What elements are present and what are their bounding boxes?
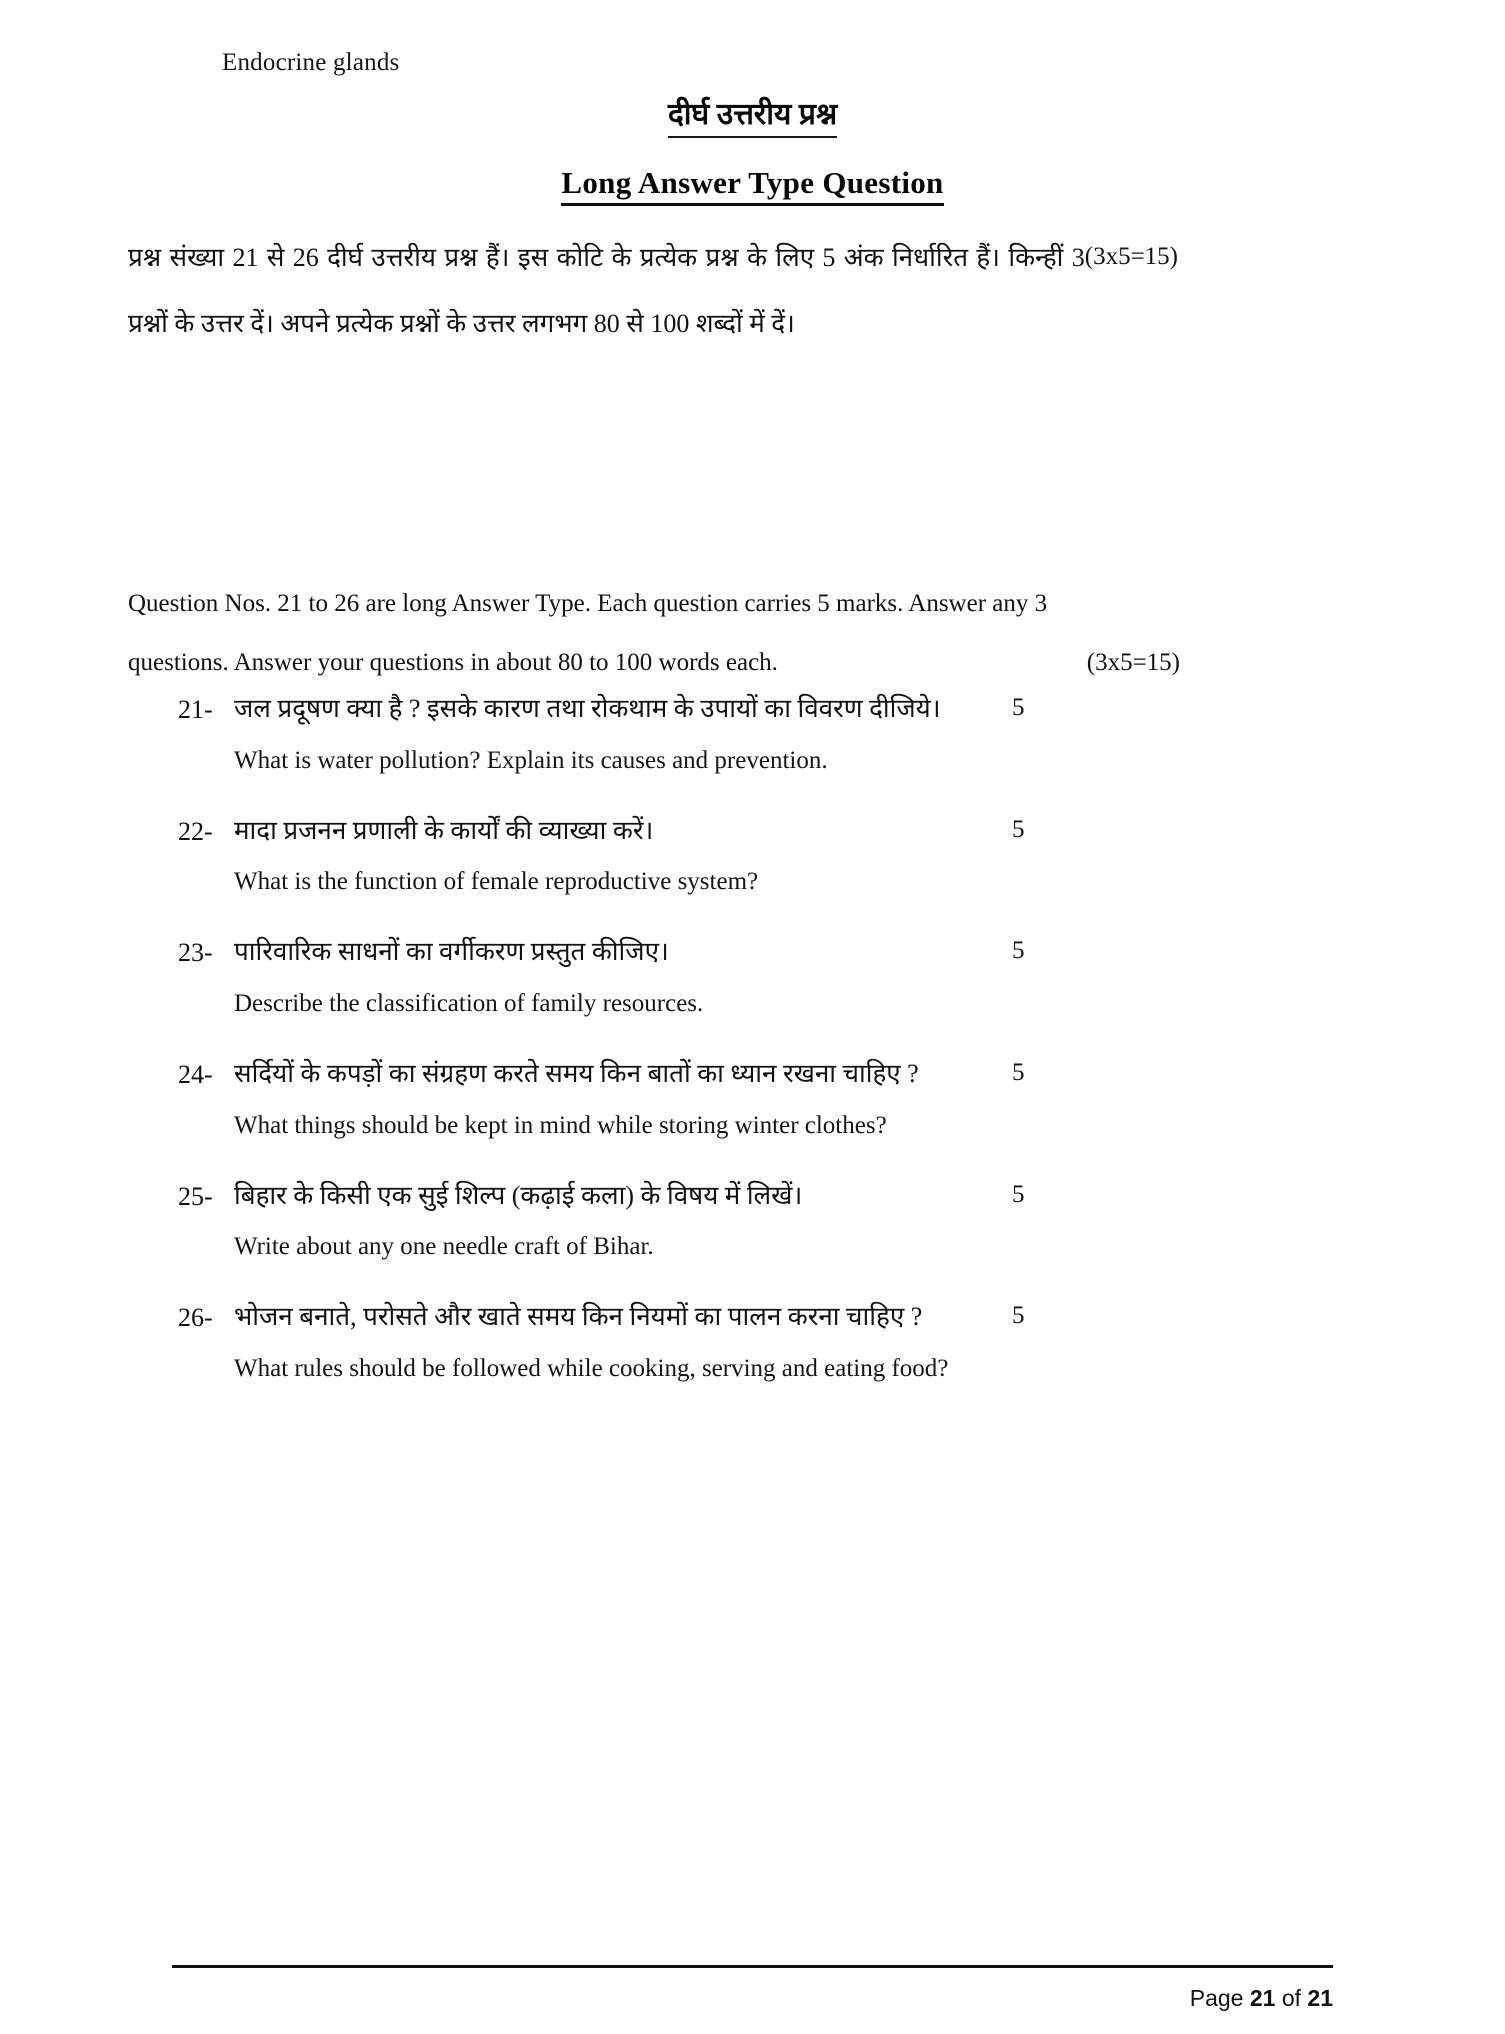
section-heading-english-text: Long Answer Type Question [561,165,943,206]
question-item [178,812,1058,900]
footer-page-total: 21 [1307,1985,1333,2011]
question-item [178,690,1058,778]
question-marks: 5 [1012,1302,1025,1330]
question-marks: 5 [1012,815,1025,843]
section-heading-english [0,165,1505,206]
question-number: 25- [178,1181,213,1211]
instructions-english-line-2-row [128,634,1180,693]
question-item [178,1055,1058,1143]
question-number: 26- [178,1303,213,1333]
section-heading-hindi [0,92,1505,138]
question-number: 21- [178,695,213,724]
footer-page-current: 21 [1249,1985,1276,2011]
question-number: 24- [178,1060,213,1090]
question-text-english: What things should be kept in mind while storing winter clothes? [234,1111,887,1139]
question-row [178,1177,1058,1216]
question-marks: 5 [1012,694,1025,721]
footer-page-of: of [1275,1985,1308,2011]
instructions-hindi [128,225,1178,358]
instructions-hindi-text: प्रश्न संख्या 21 से 26 दीर्घ उत्तरीय प्रश्न हैं। इस कोटि के प्रत्येक प्रश्न के लिए 5 अंक निर्धारित हैं। किन्हीं 3 प्रश्नों के उत्तर दें। अपने प्रत्येक प्रश्नों के उत्तर लगभग 80 से 100 शब्दों में दें। [128,243,1085,339]
question-item [178,1298,1058,1386]
question-text-english: Describe the classification of family resources. [234,990,704,1018]
question-list [178,690,1058,1420]
question-row [178,933,1058,972]
question-row [178,690,1058,729]
instructions-hindi-marks: (3x5=15) [1084,243,1178,270]
question-marks: 5 [1012,1180,1025,1208]
question-text-english: What is the function of female reproductive system? [234,868,759,896]
question-item [178,933,1058,1021]
instructions-english-line-1: Question Nos. 21 to 26 are long Answer Type. Each question carries 5 marks. Answer any 3 [128,590,1048,617]
instructions-english-marks: (3x5=15) [1086,648,1180,676]
question-text-hindi: पारिवारिक साधनों का वर्गीकरण प्रस्तुत कीजिए। [234,937,669,967]
question-row [178,1055,1058,1094]
question-text-english: Write about any one needle craft of Bihar. [234,1233,654,1261]
running-header: Endocrine glands [222,49,400,76]
question-text-english: What rules should be followed while cooking, serving and eating food? [234,1355,949,1383]
question-text-hindi: मादा प्रजनन प्रणाली के कार्यों की व्याख्या करें। [234,815,654,845]
question-number: 22- [178,816,213,846]
question-row [178,812,1058,851]
question-marks: 5 [1012,937,1025,965]
question-text-hindi: जल प्रदूषण क्या है ? इसके कारण तथा रोकथाम के उपायों का विवरण दीजिये। [234,694,941,723]
instructions-english-line-2: questions. Answer your questions in about 80 to 100 words each. [128,648,778,676]
instructions-english [128,575,1180,693]
question-marks: 5 [1012,1059,1025,1087]
question-text-english: What is water pollution? Explain its causes and prevention. [234,746,828,774]
question-text-hindi: बिहार के किसी एक सुई शिल्प (कढ़ाई कला) के विषय में लिखें। [234,1180,803,1210]
question-item [178,1177,1058,1265]
footer-divider [172,1965,1333,1968]
question-text-hindi: सर्दियों के कपड़ों का संग्रहण करते समय किन बातों का ध्यान रखना चाहिए ? [234,1059,919,1089]
footer-page-label: Page [1189,1985,1250,2011]
question-row [178,1298,1058,1337]
question-text-hindi: भोजन बनाते, परोसते और खाते समय किन नियमों का पालन करना चाहिए ? [234,1302,923,1332]
question-number: 23- [178,938,213,968]
page-footer [1190,1985,1333,2012]
section-heading-hindi-text: दीर्घ उत्तरीय प्रश्न [668,92,837,138]
